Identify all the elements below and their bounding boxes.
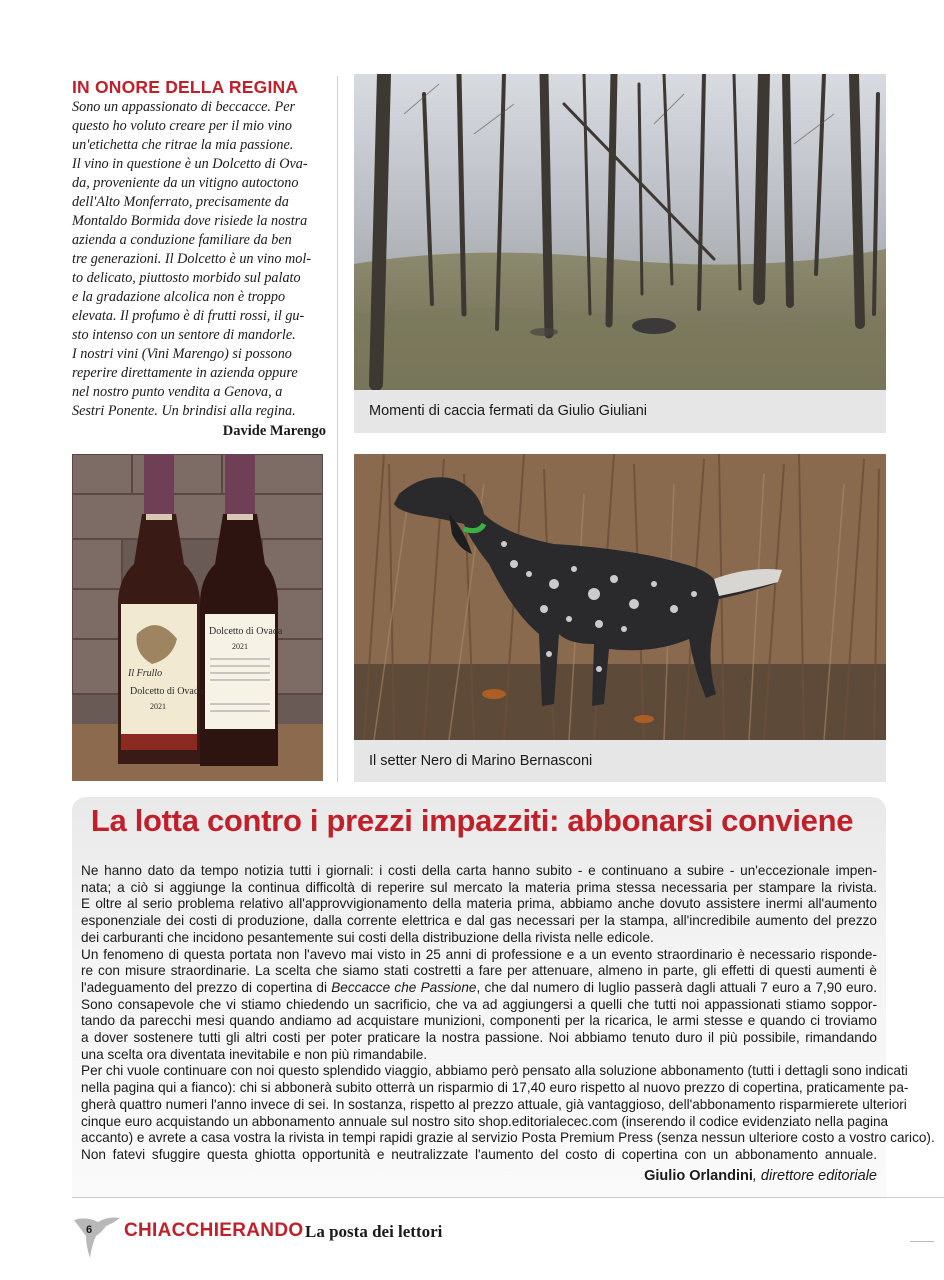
letter-line: Sestri Ponente. Un brindisi alla regina.	[72, 403, 296, 419]
page-number: 6	[86, 1224, 93, 1236]
setter-caption: Il setter Nero di Marino Bernasconi	[354, 740, 886, 782]
editorial-line: nata; a ciò si aggiunge la continua difficoltà di reperire sul mercato la materia prima stessa necessaria per stampare la rivista.	[81, 879, 877, 895]
editorial-line: accanto) e avrete a casa vostra la rivista in tempi rapidi grazie al servizio Posta Premium Press (senza nessun ulteriore costo a vostro carico).	[81, 1130, 935, 1146]
letter-line: e la gradazione alcolica non è troppo	[72, 289, 286, 305]
letter-body	[72, 98, 326, 421]
letter-line: elevata. Il profumo è di frutti rossi, il gu-	[72, 308, 305, 324]
editorial-line: nella pagina qui a fianco): chi si abbonerà subito otterrà un risparmio di 17,40 euro rispetto al nuovo prezzo di copertina, praticamente pa-	[81, 1080, 909, 1096]
letter-line: to delicato, piuttosto morbido sul palato	[72, 270, 301, 286]
bottle-right-year: 2021	[232, 642, 248, 651]
letter-signature: Davide Marengo	[222, 423, 326, 439]
editorial-body	[81, 863, 935, 1164]
setter-image	[354, 454, 886, 740]
letter-line: azienda a conduzione familiare da ben	[72, 232, 292, 248]
editorial-line: tando da parecchi mesi quando andiamo ad acquistare munizioni, componenti per la ricarica, le armi stesse e quando ci troviamo	[81, 1013, 877, 1029]
editorial-line: cinque euro acquistando un abbonamento annuale sul nostro sito shop.editorialecec.com (inserendo il codice evidenziato nella pagina	[81, 1113, 889, 1129]
wine-bottles-photo	[72, 454, 323, 781]
byline-name: Giulio Orlandini	[644, 1168, 753, 1184]
woodcock-logo-icon	[72, 1214, 122, 1260]
letter-line: reperire direttamente in azienda oppure	[72, 365, 298, 381]
bottle-right-label: Dolcetto di Ovada	[209, 626, 283, 637]
letter-line: da, proveniente da un vitigno autoctono	[72, 175, 299, 191]
reader-letter	[72, 76, 326, 441]
page-footer	[72, 1214, 572, 1250]
letter-line: sto intenso con un sentore di mandorle.	[72, 327, 296, 343]
editorial-line: Ne hanno dato da tempo notizia tutti i giornali: i costi della carta hanno subito - e continuano a subire - un'eccezionale impen-	[81, 863, 877, 878]
editorial-line: E oltre al serio problema relativo all'approvvigionamento della materia prima, abbiamo anche dovuto assistere inermi all'aumento	[81, 896, 877, 912]
letter-line: Il vino in questione è un Dolcetto di Ova-	[72, 156, 308, 172]
editorial-line: re con misure straordinarie. La scelta che siamo stati costretti a fare per attenuare, almeno in parte, gli effetti di questi aumenti è	[81, 963, 877, 979]
letter-line: nel nostro punto vendita a Genova, a	[72, 384, 283, 400]
letter-line: un'etichetta che ritrae la mia passione.	[72, 137, 294, 153]
editorial-line: una scelta ora diventata inevitabile e non più rimandabile.	[81, 1046, 428, 1062]
editorial-line: Un fenomeno di questa portata non l'avevo mai visto in 25 anni di professione e a un evento straordinario è necessario risponde-	[81, 946, 877, 962]
bottle-left-year: 2021	[150, 702, 166, 711]
letter-line: Montaldo Bormida dove risiede la nostra	[72, 213, 308, 229]
footer-divider	[72, 1197, 944, 1198]
editorial-line: Non fatevi sfuggire questa ghiotta opportunità e neutralizzate l'aumento del costo di copertina con un abbonamento annuale.	[81, 1146, 877, 1162]
editorial-line: Sono consapevole che vi stiamo chiedendo un sacrificio, che va ad aggiungersi a quelli che tutti noi appassionati stiamo soppor-	[81, 996, 877, 1012]
wine-bottles-image	[72, 454, 323, 781]
section-title: CHIACCHIERANDO	[124, 1220, 304, 1241]
crop-mark	[910, 1241, 934, 1242]
editorial-line: l'adeguamento del prezzo di copertina di Beccacce che Passione, che dal numero di luglio passerà dagli attuali 7 euro a 7,90 euro.	[81, 979, 877, 995]
editorial-line: gherà quattro numeri l'anno invece di sei. In sostanza, rispetto al prezzo attuale, già vantaggioso, dell'abbonamento risparmierete ulteriori	[81, 1096, 907, 1112]
letter-line: dell'Alto Monferrato, precisamente da	[72, 194, 289, 210]
setter-photo	[354, 454, 886, 740]
editorial-line: esponenziale dei costi di produzione, dalla corrente elettrica e dal gas necessari per la stampa, all'incredibile aumento del prezzo	[81, 913, 877, 929]
letter-line: I nostri vini (Vini Marengo) si possono	[72, 346, 292, 362]
letter-title: IN ONORE DELLA REGINA	[72, 77, 299, 97]
bottle-left-label: Dolcetto di Ovada	[130, 686, 204, 697]
editorial-line: dei carburanti che incidono pesantemente sui costi della distribuzione della rivista nelle edicole.	[81, 929, 654, 945]
editorial-line: a dover sostenere tutti gli altri costi per poter praticare la nostra passione. Noi abbiamo tenuto duro il più possibile, rimandando	[81, 1030, 877, 1046]
editorial-byline	[644, 1168, 877, 1184]
bottle-left-brand: Il Frullo	[128, 668, 163, 679]
forest-caption: Momenti di caccia fermati da Giulio Giuliani	[354, 390, 886, 433]
editorial-line: Per chi vuole continuare con noi questo splendido viaggio, abbiamo però pensato alla soluzione abbonamento (tutti i dettagli sono indicati	[81, 1063, 908, 1079]
byline-role: , direttore editoriale	[752, 1168, 877, 1184]
letter-line: questo ho voluto creare per il mio vino	[72, 118, 292, 134]
forest-photo	[354, 74, 886, 390]
section-subtitle: La posta dei lettori	[305, 1222, 443, 1241]
letter-line: tre generazioni. Il Dolcetto è un vino mol-	[72, 251, 312, 267]
forest-image	[354, 74, 886, 390]
letter-line: Sono un appassionato di beccacce. Per	[72, 99, 296, 115]
column-divider	[337, 76, 338, 782]
editorial-title: La lotta contro i prezzi impazziti: abbonarsi conviene	[90, 803, 854, 838]
